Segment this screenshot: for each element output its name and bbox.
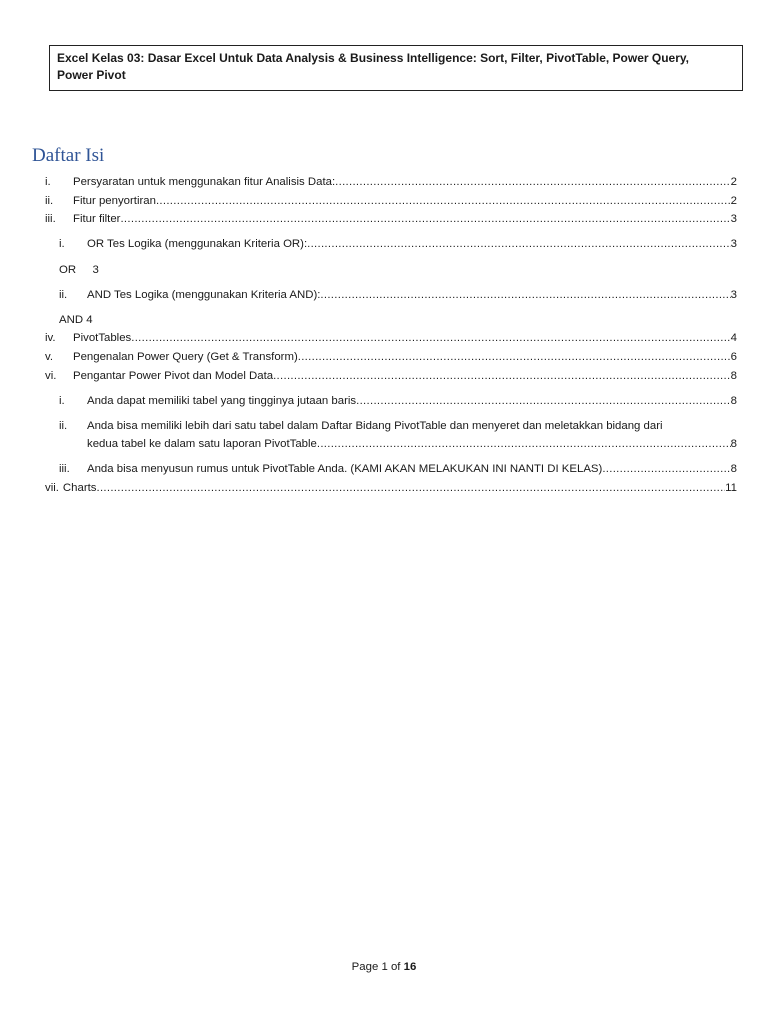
toc-leader-dots [96,480,725,496]
toc-entry-text-line2: kedua tabel ke dalam satu laporan PivotTable [87,438,317,450]
toc-entry-text: Fitur penyortiran [73,195,156,207]
toc-label-text: OR [59,264,77,276]
toc-entry-text: PivotTables [73,332,132,344]
toc-entry-number: ii. [45,195,54,207]
footer-current-page: 1 [381,961,388,973]
toc-entry-page: 2 [730,176,737,188]
toc-subentry[interactable] [59,461,737,477]
toc-entry-number: i. [45,176,51,188]
toc-entry-page: 3 [92,264,99,276]
toc-entry-text: Charts [62,482,97,494]
toc-entry-text: Anda dapat memiliki tabel yang tingginya jutaan baris [87,395,357,407]
toc-entry-number: i. [59,395,65,407]
toc-subentry[interactable] [59,393,737,409]
toc-entry[interactable] [45,368,737,384]
toc-entry-page: 8 [730,438,737,450]
toc-leader-dots [131,330,730,346]
toc-leader-dots [320,287,730,303]
toc-entry-number: ii. [59,420,68,432]
toc-entry-text: Fitur filter [73,213,121,225]
toc-entry-page: 3 [730,213,737,225]
toc-entry-text: Pengenalan Power Query (Get & Transform) [73,351,298,363]
toc-entry-text-line1: Anda bisa memiliki lebih dari satu tabel dalam Daftar Bidang PivotTable dan menyeret dan meletakkan bidang dari [87,420,663,432]
toc-label-text: AND [59,314,84,326]
toc-entry-page: 3 [730,289,737,301]
toc-entry-page: 4 [86,314,93,326]
toc-entry-page: 4 [730,332,737,344]
toc-entry-text: Persyaratan untuk menggunakan fitur Analisis Data: [73,176,336,188]
document-header-box [49,45,743,91]
toc-leader-dots [298,349,731,365]
toc-entry[interactable] [45,174,737,190]
toc-leader-dots [120,211,730,227]
toc-entry-page: 8 [730,463,737,475]
toc-entry[interactable] [45,330,737,346]
toc-entry-page: 6 [730,351,737,363]
toc-entry[interactable] [45,480,737,496]
toc-entry-number: vii. [45,482,59,494]
toc-entry-page: 3 [730,238,737,250]
toc-entry[interactable] [45,193,737,209]
toc-entry-text: Anda bisa menyusun rumus untuk PivotTable Anda. (KAMI AKAN MELAKUKAN INI NANTI DI KELAS) [87,463,603,475]
toc-entry-text: AND Tes Logika (menggunakan Kriteria AND): [87,289,321,301]
toc-entry-page: 11 [725,482,737,494]
footer-of-word: of [390,961,401,973]
toc-leader-dots [602,461,730,477]
toc-subentry[interactable] [59,236,737,252]
toc-entry-page: 8 [730,395,737,407]
page-footer [0,961,768,973]
toc-label-entry[interactable] [59,262,99,278]
toc-leader-dots [307,236,731,252]
toc-leader-dots [356,393,731,409]
toc-subentry-continuation[interactable] [87,436,737,452]
toc-entry-number: i. [59,238,65,250]
toc-entry-number: vi. [45,370,57,382]
toc-entry-number: iii. [45,213,56,225]
toc-leader-dots [317,436,731,452]
footer-page-word: Page [351,961,379,973]
toc-leader-dots [273,368,731,384]
toc-entry[interactable] [45,211,737,227]
toc-entry-page: 8 [730,370,737,382]
toc-entry-number: v. [45,351,54,363]
toc-entry-text: OR Tes Logika (menggunakan Kriteria OR): [87,238,308,250]
toc-entry-page: 2 [730,195,737,207]
toc-leader-dots [156,193,731,209]
header-title-line2: Power Pivot [57,68,126,82]
toc-entry-number: iv. [45,332,56,344]
toc-leader-dots [335,174,731,190]
header-title-line1: Excel Kelas 03: Dasar Excel Untuk Data Analysis & Business Intelligence: Sort, Filter, PivotTable, Power Query, [57,51,690,65]
toc-label-entry[interactable] [59,312,93,328]
footer-total-pages: 16 [403,961,417,973]
toc-entry-number: iii. [59,463,70,475]
toc-subentry[interactable] [59,287,737,303]
toc-entry-number: ii. [59,289,68,301]
toc-title: Daftar Isi [32,145,105,166]
toc-entry[interactable] [45,349,737,365]
toc-subentry-wrapped[interactable] [59,418,663,434]
toc-entry-text: Pengantar Power Pivot dan Model Data [73,370,274,382]
